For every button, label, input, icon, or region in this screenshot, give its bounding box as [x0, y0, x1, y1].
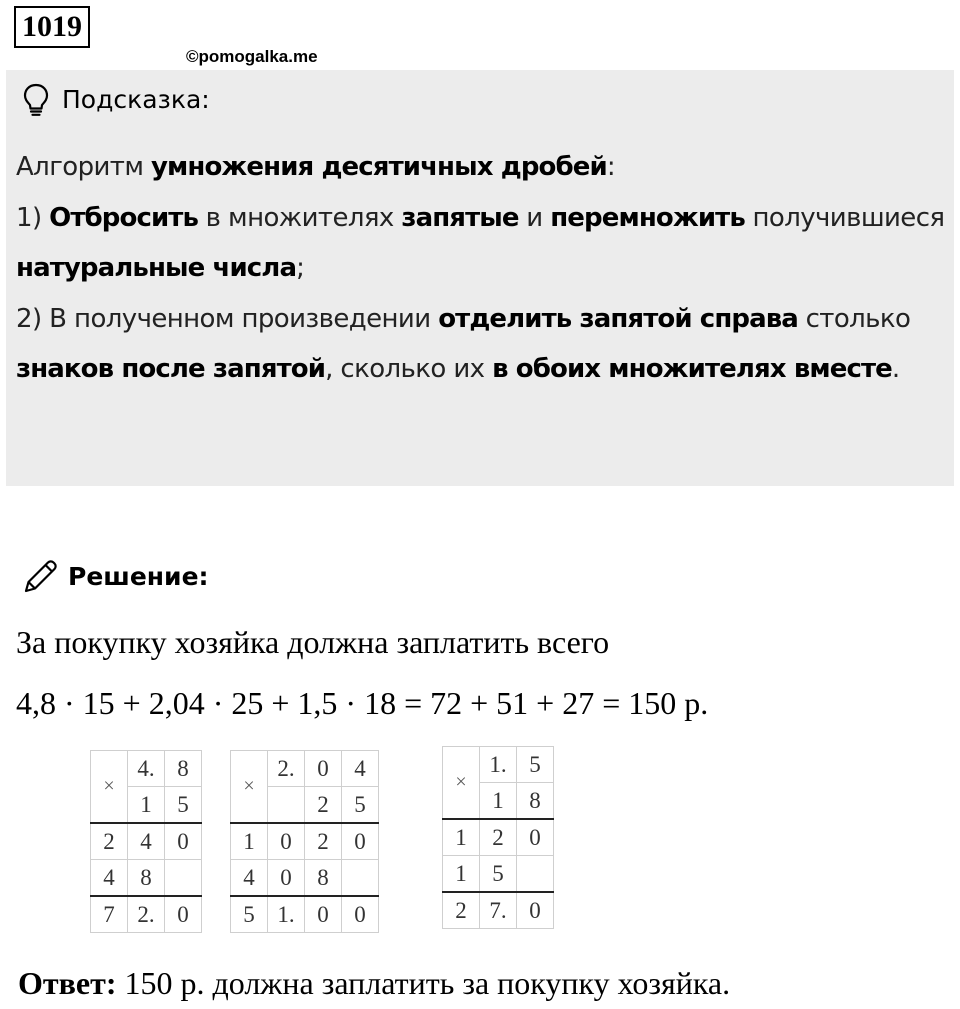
digit-cell: 8: [128, 860, 165, 897]
digit-cell: 0: [305, 751, 342, 787]
digit-cell: 5: [517, 747, 554, 783]
multiplication-table-2: [230, 750, 379, 933]
multiply-sign: ×: [443, 747, 480, 820]
text-span: и: [518, 202, 551, 233]
hint-step-2: [16, 294, 946, 395]
text-span: , сколько их: [325, 354, 493, 384]
bold-span: запятые: [401, 202, 519, 233]
digit-cell: 2.: [268, 751, 305, 787]
bold-span: натуральные числа: [16, 253, 297, 283]
digit-cell: 2.: [128, 896, 165, 933]
bold-span: умножения десятичных дробей: [151, 152, 607, 182]
digit-cell: 5: [480, 856, 517, 893]
table-row: [443, 819, 554, 856]
table-row: [443, 747, 554, 783]
text-span: в множителях: [198, 202, 402, 233]
multiply-sign: ×: [91, 751, 128, 824]
bold-span: отделить запятой справа: [438, 303, 798, 334]
bold-span: Отбросить: [49, 202, 198, 233]
answer-text: 150 р. должна заплатить за покупку хозяйка.: [116, 965, 731, 1001]
digit-cell: 0: [165, 823, 202, 860]
table-row: [231, 860, 379, 897]
digit-cell: 1: [231, 823, 268, 860]
digit-cell: [517, 856, 554, 893]
digit-cell: 0: [305, 896, 342, 933]
solution-title: Решение:: [68, 562, 209, 591]
digit-cell: 1: [128, 787, 165, 824]
hint-title: Подсказка:: [62, 85, 210, 114]
lightbulb-icon: [22, 83, 50, 117]
table-row: [231, 751, 379, 787]
answer-line: [18, 963, 730, 1003]
text-span: Алгоритм: [16, 152, 151, 182]
solution-equation: 4,8 · 15 + 2,04 · 25 + 1,5 · 18 = 72 + 51 + 27 = 150 р.: [16, 685, 709, 721]
text-span: ;: [296, 253, 305, 283]
hint-heading: [22, 82, 210, 118]
digit-cell: 5: [231, 896, 268, 933]
text-span: столько: [797, 303, 911, 334]
pencil-icon: [20, 557, 60, 597]
digit-cell: 7.: [480, 892, 517, 929]
digit-cell: [268, 787, 305, 824]
text-span: :: [606, 152, 615, 182]
digit-cell: 4: [342, 751, 379, 787]
table-row: [231, 823, 379, 860]
digit-cell: 4.: [128, 751, 165, 787]
bold-span: перемножить: [550, 202, 745, 233]
digit-cell: 8: [517, 783, 554, 820]
table-row: [443, 856, 554, 893]
multiply-sign: ×: [231, 751, 268, 824]
answer-label: Ответ:: [18, 965, 117, 1001]
text-span: .: [891, 354, 900, 384]
table-row: [443, 892, 554, 929]
digit-cell: 0: [517, 892, 554, 929]
digit-cell: 2: [91, 823, 128, 860]
digit-cell: 1: [443, 819, 480, 856]
table-row: [91, 823, 202, 860]
digit-cell: 0: [268, 860, 305, 897]
digit-cell: 1: [443, 856, 480, 893]
solution-heading: [20, 557, 209, 597]
solution-text: За покупку хозяйка должна заплатить всего: [16, 624, 610, 660]
digit-cell: 4: [231, 860, 268, 897]
bold-span: в обоих множителях вместе: [492, 354, 892, 384]
hint-intro: [16, 142, 946, 193]
digit-cell: 5: [165, 787, 202, 824]
digit-cell: 8: [305, 860, 342, 897]
hint-text: [16, 142, 946, 395]
task-number: 1019: [14, 6, 90, 48]
text-span: 1): [16, 202, 50, 233]
digit-cell: 4: [91, 860, 128, 897]
table-row: [91, 896, 202, 933]
digit-cell: 2: [480, 819, 517, 856]
multiplication-table-1: [90, 750, 202, 933]
digit-cell: 2: [305, 823, 342, 860]
table-row: [231, 896, 379, 933]
digit-cell: 0: [342, 896, 379, 933]
bold-span: знаков после запятой: [16, 354, 326, 384]
digit-cell: [342, 860, 379, 897]
hint-step-1: [16, 193, 946, 294]
text-span: получившиеся: [744, 202, 945, 233]
digit-cell: 2: [443, 892, 480, 929]
hint-panel: [6, 70, 954, 486]
digit-cell: [165, 860, 202, 897]
watermark: ©pomogalka.me: [186, 47, 318, 66]
digit-cell: 1.: [268, 896, 305, 933]
multiplication-table-3: [442, 746, 554, 929]
table-row: [91, 751, 202, 787]
digit-cell: 1.: [480, 747, 517, 783]
digit-cell: 1: [480, 783, 517, 820]
digit-cell: 8: [165, 751, 202, 787]
digit-cell: 0: [165, 896, 202, 933]
digit-cell: 0: [268, 823, 305, 860]
digit-cell: 4: [128, 823, 165, 860]
digit-cell: 0: [517, 819, 554, 856]
digit-cell: 2: [305, 787, 342, 824]
text-span: 2) В полученном произведении: [16, 303, 439, 334]
table-row: [91, 860, 202, 897]
digit-cell: 0: [342, 823, 379, 860]
digit-cell: 5: [342, 787, 379, 824]
digit-cell: 7: [91, 896, 128, 933]
